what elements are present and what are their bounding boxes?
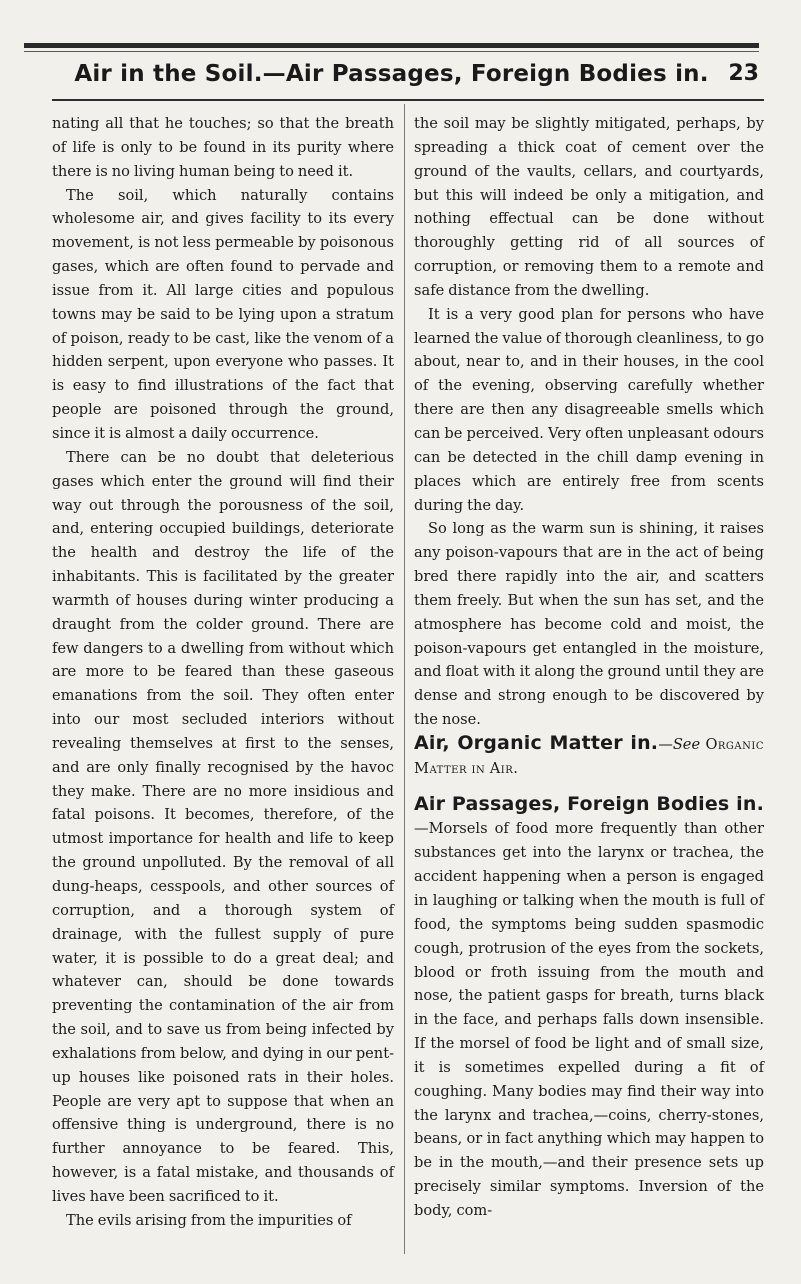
entry-body: —Morsels of food more frequently than other substances get into the larynx or trachea, the accident happening when a person is engaged in laughing or talking when the mouth is full of food, the symptoms being sudden spasmodic cough, protrusion of the eyes from the sockets, blood or froth issuing from the mouth and nose, the patient gasps for breath, turns black in the face, and perhaps falls down insensible. If the morsel of food be light and of small size, it is sometimes expelled during a fit of coughing. Many bodies may find their way into the larynx and trachea,—coins, cherry-stones, beans, or in fact anything which may happen to be in the mouth,—and their presence sets up precisely similar symptoms. Inversion of the body, com- xyxy=(414,820,764,1219)
paragraph: The soil, which naturally contains wholesome air, and gives facility to its every movement, is not less permeable by poisonous gases, which are often found to pervade and issue from it. All large cities and populous towns may be said to be lying upon a stratum of poison, ready to be cast, like the venom of a hidden serpent, upon everyone who passes. It is easy to find illustrations of the fact that people are poisoned through the ground, since it is almost a daily occurrence. xyxy=(52,186,394,442)
entry-headword: Air Passages, Foreign Bodies in. xyxy=(414,792,764,815)
column-divider xyxy=(404,104,405,1254)
paragraph: nating all that he touches; so that the breath of life is only to be found in its purity where there is no living human being to need it. xyxy=(52,115,394,180)
running-title: Air in the Soil.—Air Passages, Foreign Bodies in. xyxy=(74,61,709,87)
left-column xyxy=(52,112,394,1233)
paragraph: So long as the warm sun is shining, it raises any poison-vapours that are in the act of being bred there rapidly into the air, and scatters them freely. But when the sun has set, and the atmosphere has become cold and moist, the poison-vapours get entangled in the moisture, and float with it along the ground until they are dense and strong enough to be discovered by the nose. xyxy=(414,520,764,729)
paragraph: the soil may be slightly mitigated, perhaps, by spreading a thick coat of cement over the ground of the vaults, cellars, and courtyards, but this will indeed be only a mitigation, and nothing effectual can be done without thoroughly getting rid of all sources of corruption, or removing them to a remote and safe distance from the dwelling. xyxy=(414,115,764,299)
right-column xyxy=(414,112,764,1223)
entry-headword: Air, Organic Matter in. xyxy=(414,731,659,754)
header-rule xyxy=(52,99,764,101)
top-rule xyxy=(24,43,759,48)
running-head xyxy=(24,61,759,97)
paragraph: The evils arising from the impurities of xyxy=(66,1211,352,1229)
entry-air-passages xyxy=(414,793,764,1223)
cross-reference: Organic Matter in Air. xyxy=(414,735,764,777)
page-number: 23 xyxy=(728,61,759,86)
see-reference: —See xyxy=(658,735,701,753)
paragraph: There can be no doubt that deleterious gases which enter the ground will find their way out through the porousness of the soil, and, entering occupied buildings, deteriorate the health and destroy the life of the inhabitants. This is facilitated by the greater warmth of houses during winter producing a draught from the colder ground. There are few dangers to a dwelling from without which are more to be feared than these gaseous emanations from the soil. They often enter into our most secluded interiors without revealing themselves at first to the senses, and are only finally recognised by the havoc they make. There are no more insidious and fatal poisons. It becomes, therefore, of the utmost importance for health and life to keep the ground unpolluted. By the removal of all dung-heaps, cesspools, and other sources of corruption, and a thorough system of drainage, with the fullest supply of pure water, it is possible to do a great deal; and whatever can, should be done towards preventing the contamination of the air from the soil, and to save us from being infected by exhalations from below, and dying in our pent-up houses like poisoned rats in their holes. People are very apt to suppose that when an offensive thing is underground, there is no further annoyance to be feared. This, however, is a fatal mistake, and thousands of lives have been sacrificed to it. xyxy=(52,448,394,1205)
paragraph: It is a very good plan for persons who have learned the value of thorough cleanliness, to go about, near to, and in their houses, in the cool of the evening, observing carefully whether there are then any disagreeable smells which can be perceived. Very often unpleasant odours can be detected in the chill damp evening in places which are entirely free from scents during the day. xyxy=(414,305,764,514)
entry-organic-matter xyxy=(414,732,764,781)
